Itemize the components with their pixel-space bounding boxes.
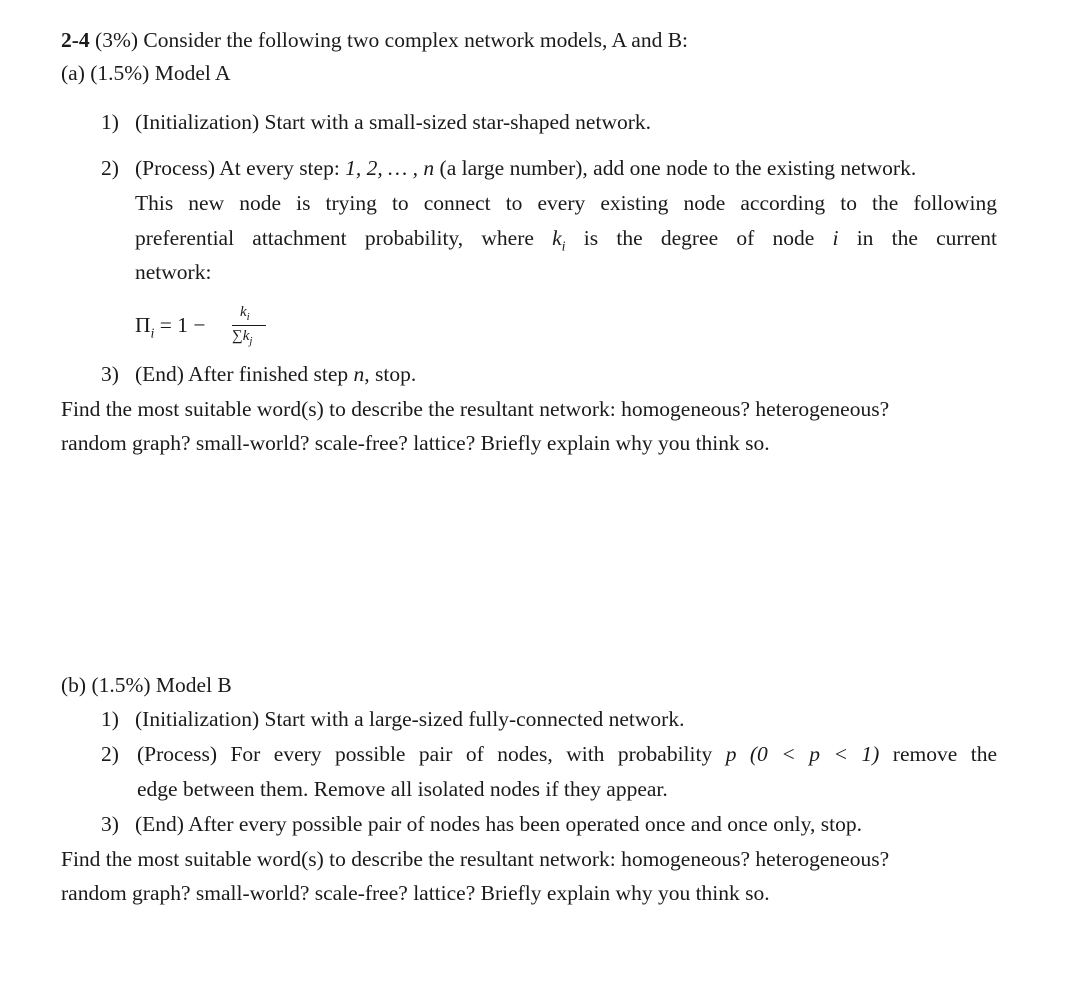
part-a-step2-line2: This new node is trying to connect to every existing node according to the following [135, 191, 997, 215]
step-range-math: 1, 2, … , n [345, 156, 435, 180]
part-a-step1-number: 1) [101, 110, 119, 134]
part-a-step2-number: 2) [101, 156, 119, 180]
part-a-step3-number: 3) [101, 362, 119, 386]
formula-fraction [230, 302, 270, 346]
part-b-step2-number: 2) [101, 742, 119, 766]
formula-denominator: $\sum k_j$ [232, 328, 253, 347]
problem-number: 2-4 [61, 28, 90, 52]
part-b-step3-number: 3) [101, 812, 119, 836]
part-a-step2-line3: preferential attachment probability, where $k_i$ is the degree of node i in the current [135, 226, 997, 255]
part-b-label: (b) (1.5%) Model B [61, 673, 232, 697]
part-b-step1-text: (Initialization) Start with a large-sized fully-connected network. [135, 707, 685, 731]
part-b-step1-number: 1) [101, 707, 119, 731]
part-a-label: (a) (1.5%) Model A [61, 61, 231, 85]
part-a-step3-text: (End) After finished step n, stop. [135, 362, 417, 386]
formula-lhs: $\Pi_i = 1$ − [135, 313, 206, 342]
part-a-question-line1: Find the most suitable word(s) to describe the resultant network: homogeneous? heterogeneous? [61, 397, 890, 421]
part-b-question-line1: Find the most suitable word(s) to describe the resultant network: homogeneous? heterogeneous? [61, 847, 890, 871]
part-b-step2-line2: edge between them. Remove all isolated nodes if they appear. [137, 777, 668, 801]
probability-math: p (0 < p < 1) [725, 742, 880, 766]
part-b-question-line2: random graph? small-world? scale-free? lattice? Briefly explain why you think so. [61, 881, 770, 905]
part-a-step1-text: (Initialization) Start with a small-sized star-shaped network. [135, 110, 652, 134]
fraction-bar [232, 325, 266, 326]
part-a-step2-line1: (Process) At every step: 1, 2, … , n (a large number), add one node to the existing network. [135, 156, 917, 180]
formula-numerator: $k_i$ [240, 304, 250, 323]
problem-heading [61, 30, 688, 52]
part-b-step3-text: (End) After every possible pair of nodes has been operated once and once only, stop. [135, 812, 862, 836]
problem-heading-text: (3%) Consider the following two complex network models, A and B: [89, 28, 689, 52]
part-b-step2-line1: (Process) For every possible pair of nodes, with probability p (0 < p < 1) remove the [137, 742, 997, 766]
part-a-step2-line4: network: [135, 260, 212, 284]
part-a-question-line2: random graph? small-world? scale-free? lattice? Briefly explain why you think so. [61, 431, 770, 455]
